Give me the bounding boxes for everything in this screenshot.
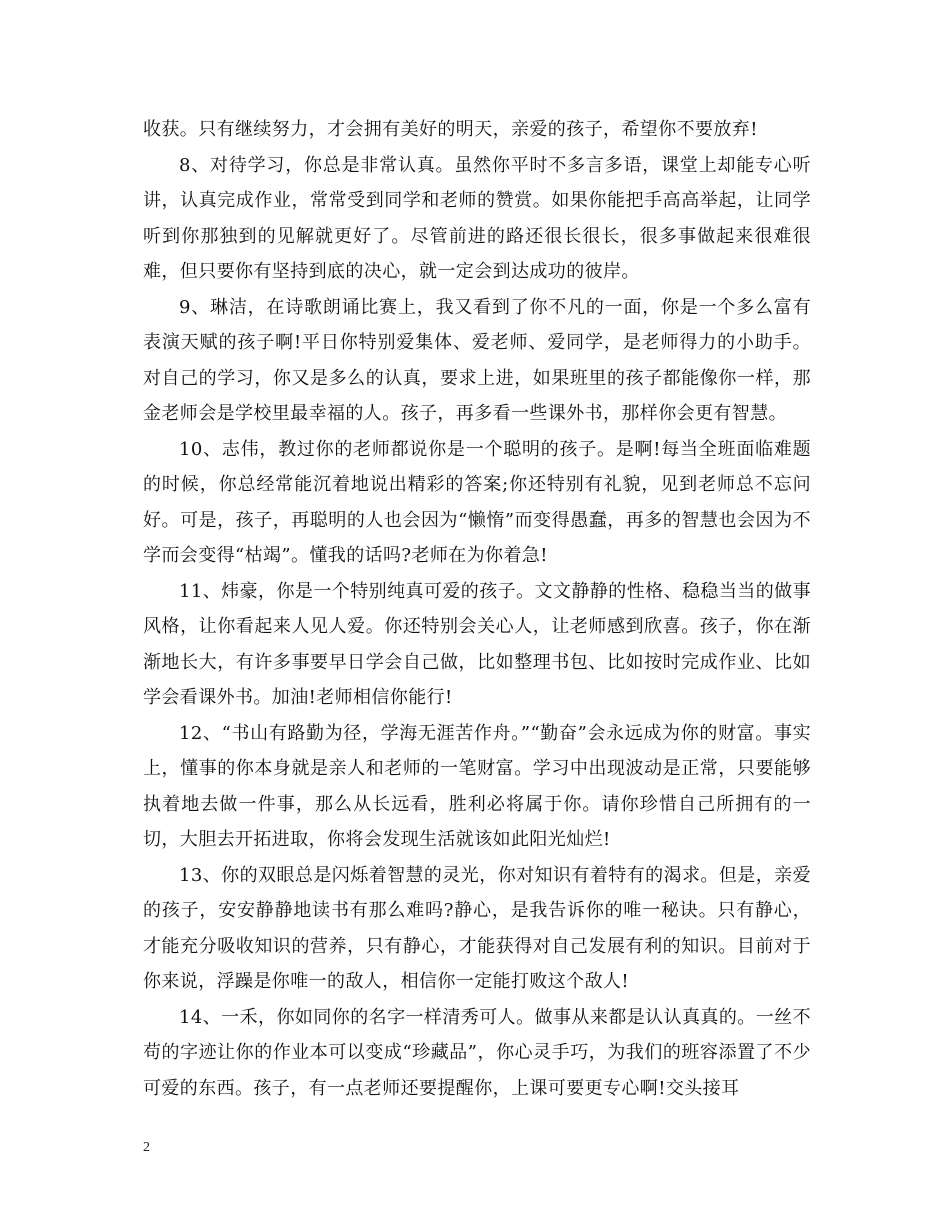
- paragraph-comment-13: 13、你的双眼总是闪烁着智慧的灵光，你对知识有着特有的渴求。但是，亲爱的孩子，安安静静地读书有那么难吗?静心，是我告诉你的唯一秘诀。只有静心，才能充分吸收知识的营养，只有静心，才能获得对自己发展有利的知识。目前对于你来说，浮躁是你唯一的敌人，相信你一定能打败这个敌人!: [143, 864, 811, 992]
- paragraph-comment-14: 14、一禾，你如同你的名字一样清秀可人。做事从来都是认认真真的。一丝不苟的字迹让你的作业本可以变成“珍藏品”，你心灵手巧，为我们的班容添置了不少可爱的东西。孩子，有一点老师还要提醒你，上课可要更专心啊!交头接耳: [143, 1006, 811, 1099]
- paragraph-comment-12: 12、“书山有路勤为径，学海无涯苦作舟。”“勤奋”会永远成为你的财富。事实上，懂事的你本身就是亲人和老师的一笔财富。学习中出现波动是正常，只要能够执着地去做一件事，那么从长远看，胜利必将属于你。请你珍惜自己所拥有的一切，大胆去开拓进取，你将会发现生活就该如此阳光灿烂!: [143, 722, 811, 850]
- page-number: 2: [143, 1140, 150, 1155]
- paragraph-comment-8: 8、对待学习，你总是非常认真。虽然你平时不多言多语，课堂上却能专心听讲，认真完成作业，常常受到同学和老师的赞赏。如果你能把手高高举起，让同学听到你那独到的见解就更好了。尽管前进的路还很长很长，很多事做起来很难很难，但只要你有坚持到底的决心，就一定会到达成功的彼岸。: [143, 154, 811, 282]
- paragraph-continuation: 收获。只有继续努力，才会拥有美好的明天，亲爱的孩子，希望你不要放弃!: [143, 119, 758, 140]
- paragraph-comment-11: 11、炜豪，你是一个特别纯真可爱的孩子。文文静静的性格、稳稳当当的做事风格，让你看起来人见人爱。你还特别会关心人，让老师感到欣喜。孩子，你在渐渐地长大，有许多事要早日学会自己做，比如整理书包、比如按时完成作业、比如学会看课外书。加油!老师相信你能行!: [143, 580, 811, 708]
- paragraph-comment-10: 10、志伟，教过你的老师都说你是一个聪明的孩子。是啊!每当全班面临难题的时候，你总经常能沉着地说出精彩的答案;你还特别有礼貌，见到老师总不忘问好。可是，孩子，再聪明的人也会因为“懒惰”而变得愚蠢，再多的智慧也会因为不学而会变得“枯竭”。懂我的话吗?老师在为你着急!: [143, 438, 811, 566]
- document-body: [143, 112, 811, 1106]
- paragraph-comment-9: 9、琳洁，在诗歌朗诵比赛上，我又看到了你不凡的一面，你是一个多么富有表演天赋的孩子啊!平日你特别爱集体、爱老师、爱同学，是老师得力的小助手。对自己的学习，你又是多么的认真，要求上进，如果班里的孩子都能像你一样，那金老师会是学校里最幸福的人。孩子，再多看一些课外书，那样你会更有智慧。: [143, 296, 811, 424]
